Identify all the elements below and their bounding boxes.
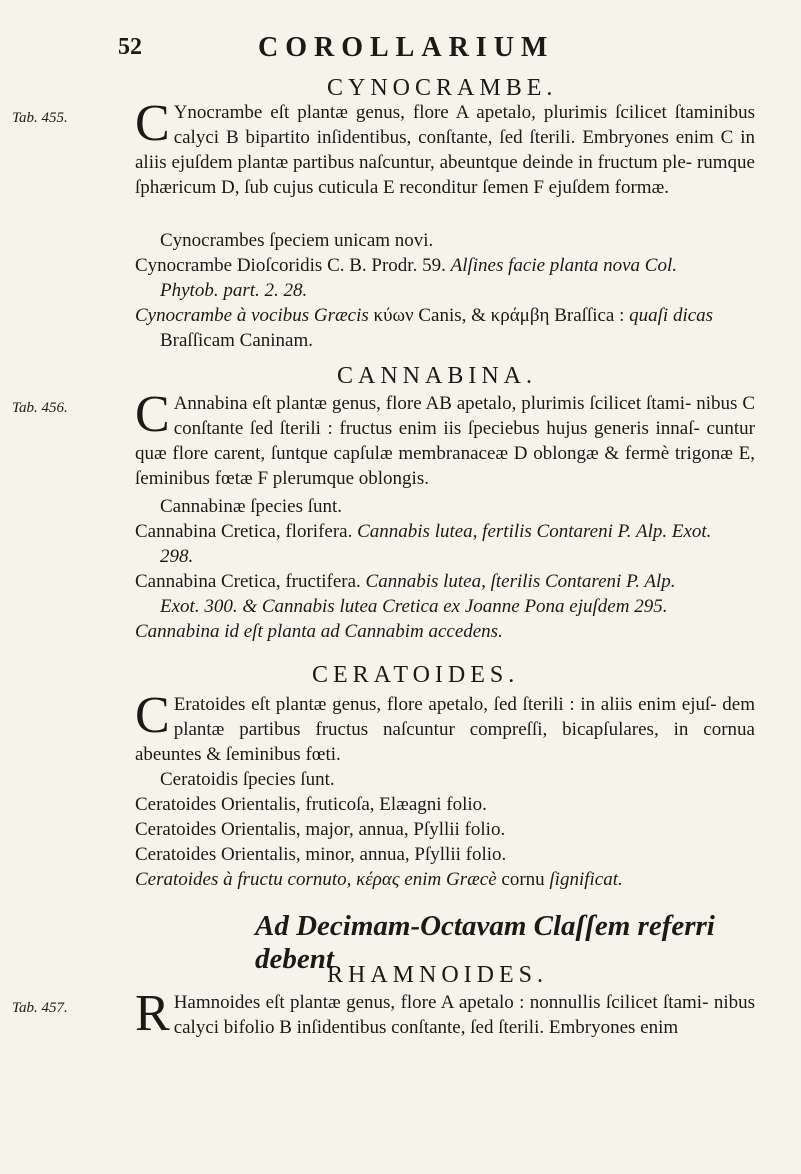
para-line: trigonæ E, ſeminibus fœtæ F plerumque oblongis. (135, 443, 755, 489)
para-line: Ynocrambe eſt plantæ genus, flore A apetalo, plurimis ſcilicet ſtaminibus (173, 102, 755, 123)
para-line: cuntur quæ flore carent, ſuntque capſulæ membranaceæ D oblongæ & fermè (135, 418, 756, 464)
species-entry: Ceratoides Orientalis, major, annua, Pſyllii folio. (135, 819, 506, 840)
page-number: 52 (118, 34, 142, 60)
species-intro: Ceratoidis ſpecies ſunt. (160, 769, 335, 790)
species-entry (135, 253, 765, 278)
para-line: Eratoides eſt plantæ genus, flore apetalo, ſed ſterili : in aliis enim ejuſ- (173, 694, 717, 715)
greek-word: κύων Canis, & (373, 305, 486, 326)
etymology-continuation: Braſſicam Caninam. (160, 330, 314, 351)
para-line: formæ. (614, 177, 669, 198)
synonym: Alſines facie planta nova Col. (450, 255, 677, 276)
para-line: aliis ejuſdem plantæ partibus naſcuntur, abeuntque deinde in fructum ple- (135, 152, 693, 173)
species-intro: Cynocrambes ſpeciem unicam novi. (160, 230, 434, 251)
etymology-text: Ceratoides à fructu cornuto, (135, 869, 352, 890)
synonym: Cannabis lutea, fertilis Contareni P. Alp. Exot. (357, 521, 712, 542)
para-line: nibus C conſtante ſed ſterili : fructus enim iis ſpeciebus hujus generis innaſ- (173, 393, 755, 439)
etymology-text: quaſi dicas (629, 305, 714, 326)
section-title-ceratoides: CERATOIDES. (312, 662, 520, 688)
tab-reference-rhamnoides: Tab. 457. (12, 1000, 68, 1016)
section-title-cannabina: CANNABINA. (337, 363, 537, 389)
species-name: Cannabina Cretica, fructifera. (135, 571, 361, 592)
species-name: Cynocrambe Dioſcoridis C. B. Prodr. 59. (135, 255, 446, 276)
species-entry-continuation: 298. (160, 546, 194, 567)
species-entry-continuation: Phytob. part. 2. 28. (160, 280, 308, 301)
paragraph-cannabina (135, 386, 756, 491)
section-title-rhamnoides: RHAMNOIDES. (327, 962, 549, 988)
species-name: Cannabina Cretica, florifera. (135, 521, 353, 542)
tab-reference-cannabina: Tab. 456. (12, 400, 68, 416)
etymology-text: Cynocrambe à vocibus Græcis (135, 305, 369, 326)
section-title-cynocrambe: CYNOCRAMBE. (327, 75, 558, 101)
paragraph-cynocrambe (135, 95, 755, 200)
class-heading: Ad Decimam-Octavam Claſſem referri debent (255, 910, 715, 975)
species-intro: Cannabinæ ſpecies ſunt. (160, 496, 343, 517)
dropcap: R (135, 985, 170, 1042)
paragraph-rhamnoides (135, 985, 755, 1042)
dropcap: C (135, 386, 170, 443)
para-line: Annabina eſt plantæ genus, flore AB apetalo, plurimis ſcilicet ſtami- (173, 393, 692, 414)
species-entry-continuation: Exot. 300. & Cannabis lutea Cretica ex Joanne Pona ejuſdem 295. (160, 596, 668, 617)
paragraph-ceratoides (135, 687, 755, 767)
para-line: abeuntes & ſeminibus fœti. (135, 744, 341, 765)
etymology (135, 867, 765, 892)
para-line: dem plantæ partibus fructus naſcuntur compreſſi, bicapſulares, in cornua (173, 694, 755, 740)
running-title: COROLLARIUM (258, 32, 555, 63)
greek-word: κέρας enim Græcè (356, 869, 497, 890)
para-line: rumque ſphæricum D, ſub cujus cuticula E reconditur ſemen F ejuſdem (135, 152, 755, 198)
species-entry: Ceratoides Orientalis, fruticoſa, Elæagni folio. (135, 794, 487, 815)
para-line: nibus calyci bifolio B inſidentibus conſtante, ſed ſterili. Embryones enim (173, 992, 755, 1038)
para-line: Hamnoides eſt plantæ genus, flore A apetalo : nonnullis ſcilicet ſtami- (173, 992, 709, 1013)
latin-word: cornu (501, 869, 545, 890)
species-entry (135, 519, 765, 544)
species-entry (135, 569, 765, 594)
greek-word: κράμβη Braſſica : (490, 305, 625, 326)
etymology: Cannabina id eſt planta ad Cannabim accedens. (135, 621, 503, 642)
dropcap: C (135, 687, 170, 744)
tab-reference-cynocrambe: Tab. 455. (12, 110, 68, 126)
etymology (135, 303, 765, 328)
dropcap: C (135, 95, 170, 152)
synonym: Cannabis lutea, ſterilis Contareni P. Alp. (365, 571, 676, 592)
species-entry: Ceratoides Orientalis, minor, annua, Pſyllii folio. (135, 844, 507, 865)
para-line: calyci B bipartito inſidentibus, conſtante, ſed ſterili. Embryones enim C in (173, 127, 755, 148)
etymology-text: ſignificat. (549, 869, 623, 890)
page-header (0, 28, 801, 68)
